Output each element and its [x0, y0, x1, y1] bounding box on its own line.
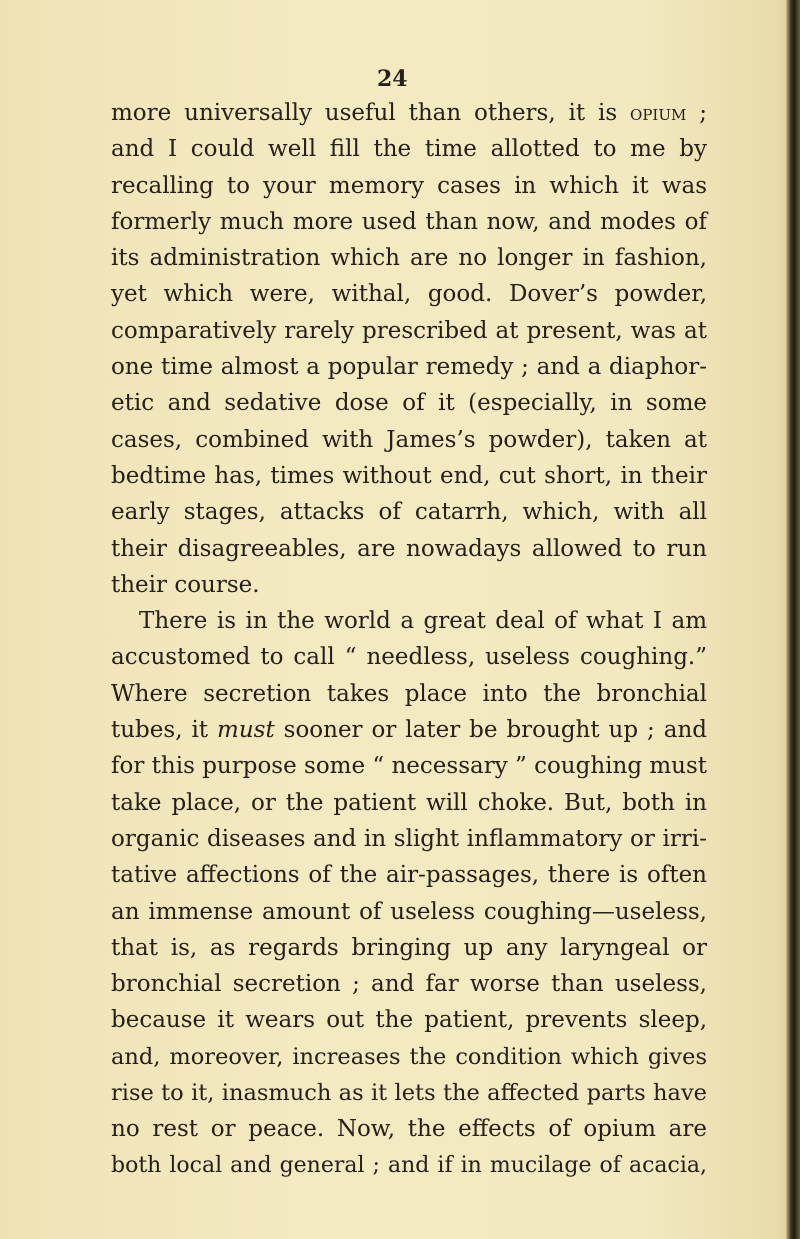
- text-line: their disagreeables, are nowadays allowed to run: [111, 535, 707, 562]
- text-line: that is, as regards bringing up any laryngeal or: [111, 934, 707, 961]
- text-line: organic diseases and in slight inflammatory or irri-: [111, 825, 707, 852]
- body-text: [111, 95, 707, 1184]
- text-line: cases, combined with James’s powder), taken at: [111, 426, 707, 453]
- text-line: etic and sedative dose of it (especially, in some: [111, 390, 707, 417]
- page-number: 24: [377, 66, 408, 92]
- text-line: accustomed to call “ needless, useless coughing.”: [111, 644, 707, 671]
- text-line: yet which were, withal, good. Dover’s powder,: [111, 281, 707, 308]
- text-line: because it wears out the patient, prevents sleep,: [111, 1007, 707, 1034]
- text-line: Where secretion takes place into the bronchial: [111, 680, 707, 707]
- text-line: one time almost a popular remedy ; and a diaphor-: [111, 354, 707, 381]
- text-line: comparatively rarely prescribed at present, was at: [111, 317, 707, 344]
- text-line: rise to it, inasmuch as it lets the affected parts have: [111, 1080, 707, 1107]
- text-line: formerly much more used than now, and modes of: [111, 208, 707, 235]
- text-line: bronchial secretion ; and far worse than useless,: [111, 971, 707, 998]
- text-line: take place, or the patient will choke. But, both in: [111, 789, 707, 816]
- text-line: recalling to your memory cases in which it was: [111, 172, 707, 199]
- text-line: and, moreover, increases the condition which gives: [111, 1043, 707, 1070]
- text-line: and I could well fill the time allotted to me by: [111, 136, 707, 163]
- text-line: no rest or peace. Now, the effects of opium are: [111, 1116, 707, 1143]
- text-line: both local and general ; and if in mucilage of acacia,: [111, 1152, 707, 1178]
- text-line: early stages, attacks of catarrh, which, with all: [111, 499, 707, 526]
- text-line: their course.: [111, 571, 260, 598]
- text-line: There is in the world a great deal of what I am: [139, 608, 707, 635]
- text-line: more universally useful than others, it is opium ;: [111, 100, 707, 126]
- text-line: its administration which are no longer in fashion,: [111, 245, 707, 272]
- page-edge-shadow: [786, 0, 800, 1239]
- text-line: tubes, it must sooner or later be brought up ; and: [111, 717, 707, 744]
- text-line: bedtime has, times without end, cut short, in their: [111, 462, 707, 489]
- text-line: for this purpose some “ necessary ” coughing must: [111, 753, 708, 780]
- text-line: tative affections of the air-passages, there is often: [111, 862, 707, 889]
- text-line: an immense amount of useless coughing—useless,: [111, 898, 707, 925]
